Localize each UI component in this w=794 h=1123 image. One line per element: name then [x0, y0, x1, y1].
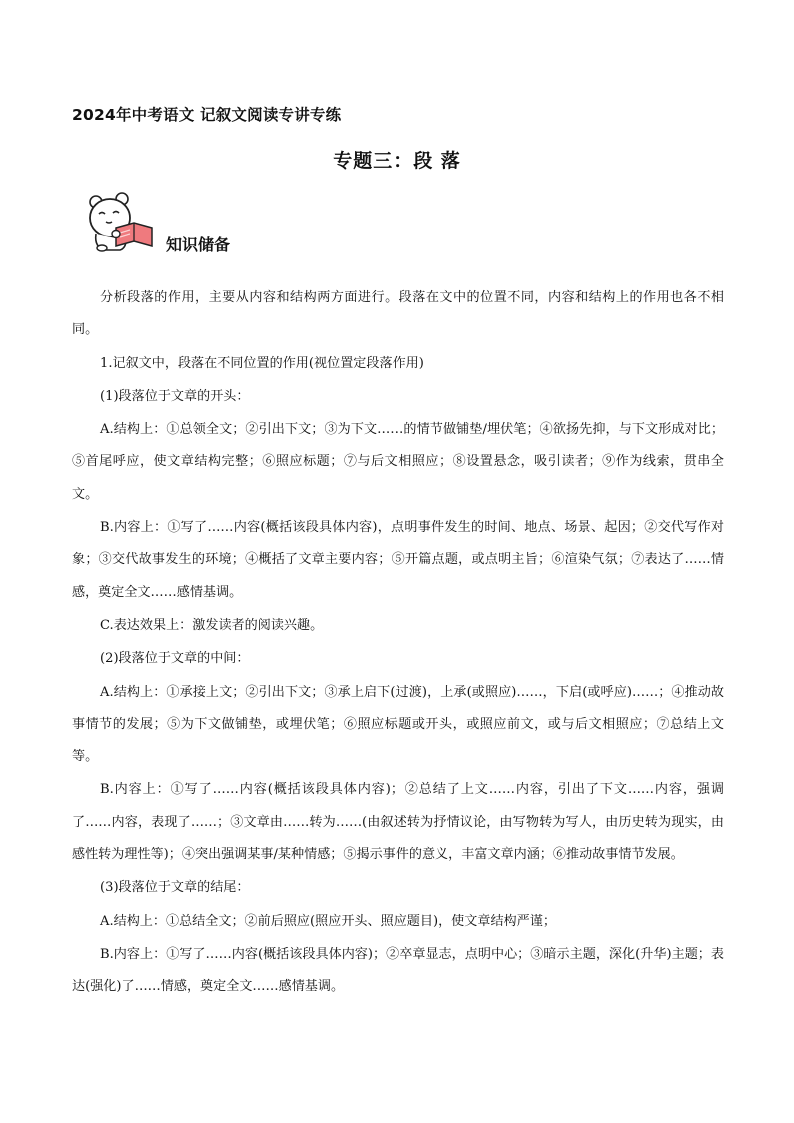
- paragraph-ending-structure: A.结构上：①总结全文；②前后照应(照应开头、照应题目)，使文章结构严谨；: [100, 913, 556, 929]
- bear-reading-book-icon: [86, 190, 156, 252]
- paragraph-middle-structure: A.结构上：①承接上文；②引出下文；③承上启下(过渡)，上承(或照应)……，下启(或呼应)……；④推动故事情节的发展；⑤为下文做铺垫，或埋伏笔；⑥照应标题或开头，或照应前文，或与后文相照应；⑦总结上文等。: [72, 684, 724, 765]
- paragraph-ending-heading: (3)段落位于文章的结尾：: [100, 880, 250, 896]
- paragraph-middle-heading: (2)段落位于文章的中间：: [100, 651, 250, 667]
- knowledge-section-header: [86, 190, 306, 252]
- paragraph-section-1: 1.记叙文中，段落在不同位置的作用(视位置定段落作用): [100, 355, 424, 371]
- header-title: 2024年中考语文 记叙文阅读专讲专练: [72, 106, 342, 124]
- paragraph-opening-heading: (1)段落位于文章的开头：: [100, 388, 250, 404]
- body-content: [72, 282, 724, 1005]
- paragraph-opening-content: B.内容上：①写了……内容(概括该段具体内容)，点明事件发生的时间、地点、场景、起因；②交代写作对象；③交代故事发生的环境；④概括了文章主要内容；⑤开篇点题，或点明主旨；⑥渲染气氛；⑦表达了……情感，奠定全文……感情基调。: [72, 520, 724, 600]
- paragraph-opening-structure: A.结构上：①总领全文；②引出下文；③为下文……的情节做铺垫/埋伏笔；④欲扬先抑，与下文形成对比；⑤首尾呼应，使文章结构完整；⑥照应标题；⑦与后文相照应；⑧设置悬念，吸引读者；⑨作为线索，贯串全文。: [72, 422, 724, 502]
- paragraph-middle-content: B.内容上：①写了……内容(概括该段具体内容)；②总结了上文……内容，引出了下文……内容，强调了……内容，表现了……；③文章由……转为……(由叙述转为抒情议论，由写物转为写人，由历史转为现实，由感性转为理性等)；④突出强调某事/某种情感；⑤揭示事件的意义，丰富文章内涵；⑥推动故事情节发展。: [72, 782, 724, 863]
- paragraph-opening-effect: C.表达效果上：激发读者的阅读兴趣。: [100, 617, 324, 633]
- paragraph-intro: 分析段落的作用，主要从内容和结构两方面进行。段落在文中的位置不同，内容和结构上的作用也各不相同。: [72, 290, 724, 338]
- paragraph-ending-content: B.内容上：①写了……内容(概括该段具体内容)；②卒章显志，点明中心；③暗示主题，深化(升华)主题；表达(强化)了……情感，奠定全文……感情基调。: [72, 946, 724, 995]
- knowledge-heading: 知识储备: [166, 235, 231, 254]
- topic-title: 专题三：段 落: [333, 150, 461, 172]
